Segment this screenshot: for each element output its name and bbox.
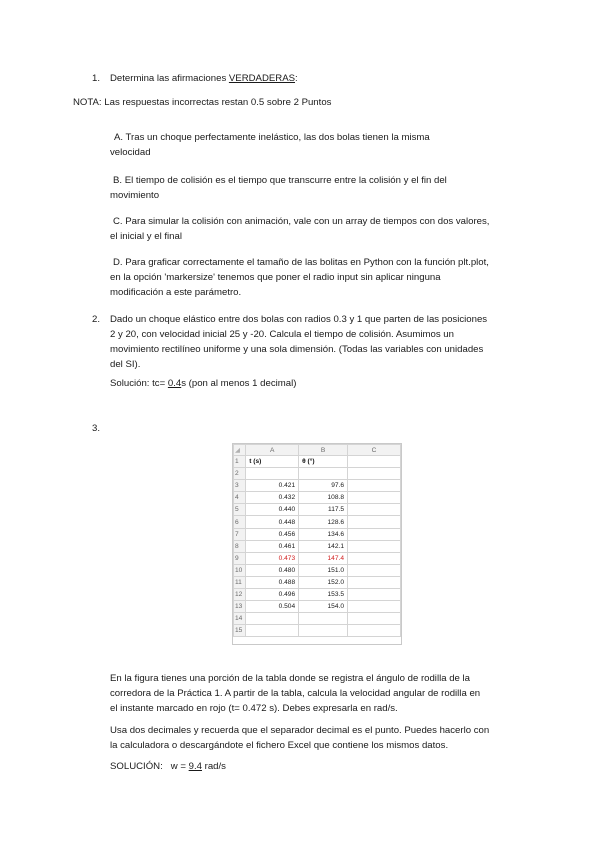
q2-line: movimiento rectilíneo uniforme y una sola dimensión. (Todas las variables con unidades xyxy=(110,344,484,355)
empty-cell xyxy=(348,613,401,625)
table-row xyxy=(234,504,401,516)
q3-para1-line: el instante marcado en rojo (t= 0.472 s). Debes expresarla en rad/s. xyxy=(110,703,398,714)
option-c-line1: C. Para simular la colisión con animación, vale con un array de tiempos con dos valores, xyxy=(113,216,490,227)
q2-line: del SI). xyxy=(110,359,141,370)
row-number: 12 xyxy=(234,589,246,601)
header-cell-time: t (s) xyxy=(246,456,299,468)
empty-cell xyxy=(348,480,401,492)
q1-nota: NOTA: Las respuestas incorrectas restan 0.5 sobre 2 Puntos xyxy=(73,97,332,108)
empty-cell xyxy=(348,589,401,601)
row-number: 1 xyxy=(234,456,246,468)
time-cell: 0.456 xyxy=(246,528,299,540)
q2-solution-value[interactable]: 0.4 xyxy=(167,378,182,389)
empty-cell xyxy=(348,456,401,468)
table-row xyxy=(234,528,401,540)
q2-line: 2 y 20, con velocidad inicial 25 y -20. Calcula el tiempo de colisión. Asumimos un xyxy=(110,329,454,340)
row-number: 15 xyxy=(234,625,246,637)
row-number: 7 xyxy=(234,528,246,540)
angle-cell: 153.5 xyxy=(299,589,348,601)
time-cell: 0.440 xyxy=(246,504,299,516)
empty-cell xyxy=(299,613,348,625)
row-number: 10 xyxy=(234,564,246,576)
angle-cell: 97.6 xyxy=(299,480,348,492)
row-number: 8 xyxy=(234,540,246,552)
table-row xyxy=(234,564,401,576)
option-a-line2: velocidad xyxy=(110,147,151,158)
empty-cell xyxy=(348,540,401,552)
angle-cell: 142.1 xyxy=(299,540,348,552)
table-row xyxy=(234,468,401,480)
q2-solution-label: Solución: tc= xyxy=(110,378,168,389)
table-row xyxy=(234,492,401,504)
q3-solution-unit: rad/s xyxy=(201,761,226,772)
option-d-line2: en la opción 'markersize' tenemos que poner el radio input sin aplicar ninguna xyxy=(110,272,441,283)
row-number: 5 xyxy=(234,504,246,516)
table-row xyxy=(234,613,401,625)
q3-paragraph-2 xyxy=(110,723,528,753)
q1-option-c[interactable] xyxy=(110,214,489,244)
column-header-c: C xyxy=(348,445,401,456)
table-row xyxy=(234,540,401,552)
column-header-a: A xyxy=(246,445,299,456)
time-cell-highlighted: 0.473 xyxy=(246,552,299,564)
row-number: 6 xyxy=(234,516,246,528)
empty-cell xyxy=(348,492,401,504)
row-number: 11 xyxy=(234,576,246,588)
empty-cell xyxy=(348,468,401,480)
row-number: 3 xyxy=(234,480,246,492)
q3-para2-line: la calculadora o descargándote el fichero Excel que contiene los mismos datos. xyxy=(110,740,449,751)
q1-prompt-emphasis: VERDADERAS xyxy=(228,73,296,84)
empty-cell xyxy=(299,625,348,637)
q3-number: 3. xyxy=(92,423,101,434)
angle-cell: 154.0 xyxy=(299,601,348,613)
table-row xyxy=(234,601,401,613)
angle-cell: 128.6 xyxy=(299,516,348,528)
q1-option-a[interactable] xyxy=(110,130,430,160)
row-number: 9 xyxy=(234,552,246,564)
option-d-line1: D. Para graficar correctamente el tamaño de las bolitas en Python con la función plt.plot, xyxy=(113,257,489,268)
empty-cell xyxy=(348,625,401,637)
spreadsheet-image xyxy=(232,443,402,645)
table-row-highlighted xyxy=(234,552,401,564)
q2-statement xyxy=(110,312,487,372)
q2-number: 2. xyxy=(92,314,101,325)
time-cell: 0.461 xyxy=(246,540,299,552)
time-cell: 0.496 xyxy=(246,589,299,601)
row-number: 2 xyxy=(234,468,246,480)
q1-prompt xyxy=(110,71,298,86)
angle-cell: 134.6 xyxy=(299,528,348,540)
table-row xyxy=(234,625,401,637)
q1-prompt-text: Determina las afirmaciones xyxy=(110,73,229,84)
empty-cell xyxy=(348,528,401,540)
q3-para1-line: corredora de la Práctica 1. A partir de la tabla, calcula la velocidad angular de rodilla en xyxy=(110,688,481,699)
time-cell: 0.488 xyxy=(246,576,299,588)
option-c-line2: el inicial y el final xyxy=(110,231,182,242)
time-cell: 0.448 xyxy=(246,516,299,528)
empty-cell xyxy=(348,576,401,588)
header-cell-angle: θ (°) xyxy=(299,456,348,468)
option-b-line1: B. El tiempo de colisión es el tiempo que transcurre entre la colisión y el fin del xyxy=(113,175,447,186)
option-d-line3: modificación a este parámetro. xyxy=(110,287,242,298)
q1-option-d[interactable] xyxy=(110,255,489,300)
empty-cell xyxy=(246,613,299,625)
angle-cell: 117.5 xyxy=(299,504,348,516)
time-cell: 0.432 xyxy=(246,492,299,504)
q2-solution-suffix: s (pon al menos 1 decimal) xyxy=(181,378,297,389)
q3-solution-value[interactable]: 9.4 xyxy=(188,761,202,772)
empty-cell xyxy=(348,516,401,528)
time-cell: 0.480 xyxy=(246,564,299,576)
q1-option-b[interactable] xyxy=(110,173,447,203)
q3-solution-label: SOLUCIÓN: w = xyxy=(110,761,189,772)
row-number: 13 xyxy=(234,601,246,613)
empty-cell xyxy=(348,504,401,516)
table-row xyxy=(234,576,401,588)
time-cell: 0.421 xyxy=(246,480,299,492)
q1-prompt-colon: : xyxy=(295,73,298,84)
empty-cell xyxy=(348,564,401,576)
row-number: 4 xyxy=(234,492,246,504)
q2-line: Dado un choque elástico entre dos bolas con radios 0.3 y 1 que parten de las posiciones xyxy=(110,314,488,325)
time-cell: 0.504 xyxy=(246,601,299,613)
table-row xyxy=(234,456,401,468)
table-row xyxy=(234,516,401,528)
angle-cell: 151.0 xyxy=(299,564,348,576)
empty-cell xyxy=(246,625,299,637)
column-header-row xyxy=(234,445,401,456)
q2-solution xyxy=(110,376,296,391)
empty-cell xyxy=(299,468,348,480)
empty-cell xyxy=(348,552,401,564)
q3-para1-line: En la figura tienes una porción de la tabla donde se registra el ángulo de rodilla de la xyxy=(110,673,471,684)
table-row xyxy=(234,589,401,601)
column-header-b: B xyxy=(299,445,348,456)
angle-cell: 108.8 xyxy=(299,492,348,504)
q3-paragraph-1 xyxy=(110,671,528,716)
empty-cell xyxy=(348,601,401,613)
angle-cell-highlighted: 147.4 xyxy=(299,552,348,564)
q3-solution xyxy=(110,759,226,774)
q3-para2-line: Usa dos decimales y recuerda que el separador decimal es el punto. Puedes hacerlo con xyxy=(110,725,490,736)
option-a-line1: A. Tras un choque perfectamente inelástico, las dos bolas tienen la misma xyxy=(114,132,430,143)
row-number: 14 xyxy=(234,613,246,625)
q1-number: 1. xyxy=(92,73,101,84)
empty-cell xyxy=(246,468,299,480)
corner-cell: ◢ xyxy=(234,445,246,456)
option-b-line2: movimiento xyxy=(110,190,160,201)
table-row xyxy=(234,480,401,492)
angle-cell: 152.0 xyxy=(299,576,348,588)
